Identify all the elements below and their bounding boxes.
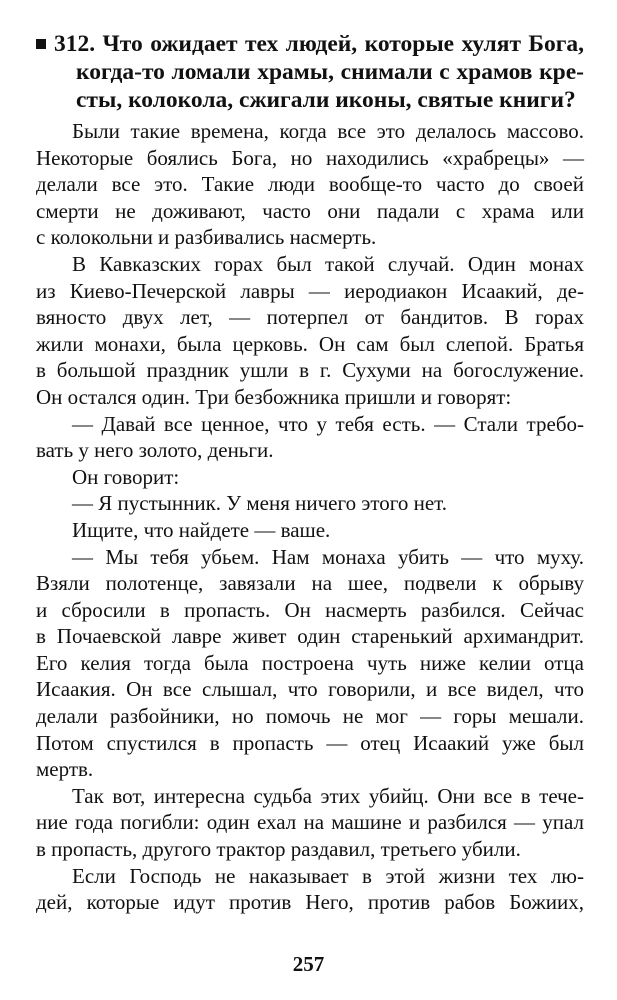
- text-line: вать у него золото, деньги.: [36, 438, 274, 463]
- text-line: Так вот, интересна судьба этих убийц. Они все в тече-: [72, 783, 584, 808]
- question-number: 312.: [54, 31, 96, 57]
- text-line: дей, которые идут против Него, против рабов Божиих,: [36, 890, 584, 915]
- text-line: Потом спустился в пропасть — отец Исаакий уже был: [36, 730, 584, 755]
- text-line: Его келия тогда была построена чуть ниже келии отца: [36, 650, 584, 675]
- text-line: Он говорит:: [72, 464, 180, 489]
- text-line: Ищите, что найдете — ваше.: [72, 517, 331, 542]
- text-line: — Давай все ценное, что у тебя есть. — Стали требо-: [72, 411, 584, 436]
- text-line: ние года погибли: один ехал на машине и разбился — упал: [36, 810, 584, 835]
- text-line: смерти не доживают, часто они падали с храма или: [36, 198, 584, 223]
- text-line: — Мы тебя убьем. Нам монаха убить — что муху.: [72, 544, 584, 569]
- text-line: Если Господь не наказывает в этой жизни тех лю-: [72, 863, 584, 888]
- heading-text-1: Что ожидает тех людей, которые хулят Бога,: [102, 31, 584, 57]
- text-line: жили монахи, была церковь. Он сам был слепой. Братья: [36, 331, 584, 356]
- question-heading: [36, 30, 584, 114]
- text-line: делали разбойники, но помочь не мог — горы мешали.: [36, 704, 584, 729]
- heading-line-1: [36, 30, 584, 58]
- text-line: вяносто двух лет, — потерпел от бандитов. В горах: [36, 305, 584, 330]
- answer-text: [36, 118, 584, 916]
- text-line: мертв.: [36, 757, 94, 782]
- heading-line-3: сты, колокола, сжигали иконы, святые книги?: [76, 87, 576, 113]
- text-line: из Киево-Печерской лавры — иеродиакон Исаакий, де-: [36, 278, 584, 303]
- text-line: в Почаевской лавре живет один старенький архимандрит.: [36, 624, 584, 649]
- text-line: Были такие времена, когда все это делалось массово.: [72, 119, 584, 143]
- text-line: Исаакия. Он все слышал, что говорили, и все видел, что: [36, 677, 584, 702]
- text-line: с колокольни и разбивались насмерть.: [36, 225, 377, 250]
- bullet-square-icon: [36, 39, 46, 49]
- text-line: в пропасть, другого трактор раздавил, третьего убили.: [36, 837, 521, 862]
- text-line: В Кавказских горах был такой случай. Один монах: [72, 251, 584, 276]
- page-number: 257: [292, 952, 325, 976]
- text-line: в большой праздник ушли в г. Сухуми на богослужение.: [36, 358, 584, 383]
- text-line: Взяли полотенце, завязали на шее, подвели к обрыву: [36, 571, 584, 596]
- text-line: Некоторые боялись Бога, но находились «храбрецы» —: [36, 145, 584, 170]
- text-line: Он остался один. Три безбожника пришли и говорят:: [36, 384, 512, 409]
- text-line: делали все это. Такие люди вообще-то часто до своей: [36, 172, 584, 197]
- text-line: — Я пустынник. У меня ничего этого нет.: [72, 491, 448, 516]
- heading-line-2: когда-то ломали храмы, снимали с храмов кре-: [76, 59, 584, 85]
- text-line: и сбросили в пропасть. Он насмерть разбился. Сейчас: [36, 597, 584, 622]
